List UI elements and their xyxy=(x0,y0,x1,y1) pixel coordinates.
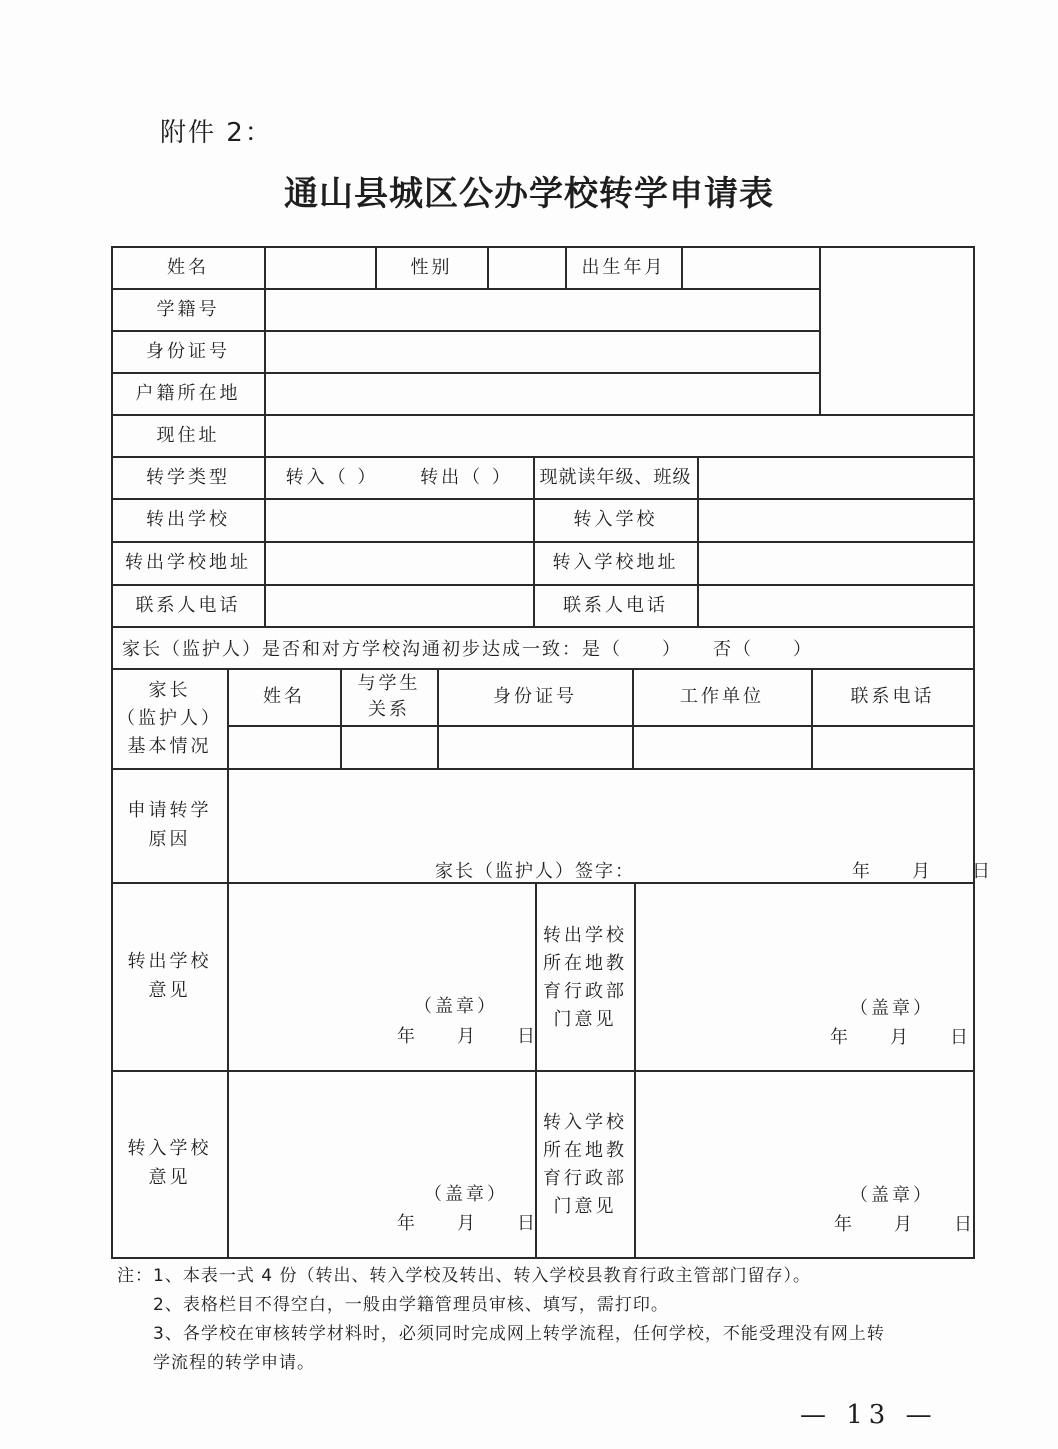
hukou-label: 户籍所在地 xyxy=(135,382,241,404)
guardian-col-name: 姓名 xyxy=(263,686,305,707)
page-number: — 13 — xyxy=(800,1400,938,1430)
address-label: 现住址 xyxy=(156,424,220,446)
contact-phone-input-2[interactable] xyxy=(698,585,973,626)
in-edu-seal: （盖章） xyxy=(850,1185,934,1206)
guardian-signature: 家长（监护人）签字： xyxy=(435,861,635,882)
note-line: 2、表格栏目不得空白，一般由学籍管理员审核、填写，需打印。 xyxy=(117,1295,669,1315)
contact-phone-label-1: 联系人电话 xyxy=(135,594,241,616)
note-line: 3、各学校在审核转学材料时，必须同时完成网上转学流程，任何学校，不能受理没有网上转 xyxy=(117,1324,885,1344)
in-school-addr-input[interactable] xyxy=(698,542,973,584)
guardian-col-phone: 联系电话 xyxy=(850,686,935,707)
address-input[interactable] xyxy=(265,415,973,456)
note-line: 学流程的转学申请。 xyxy=(117,1353,315,1373)
in-opinion-label: 转入学校 意见 xyxy=(127,1138,212,1188)
birth-input[interactable] xyxy=(682,247,819,288)
reason-date: 年 月 日 xyxy=(852,861,992,882)
reason-input[interactable] xyxy=(228,769,973,855)
transfer-in-checkbox[interactable]: 转入（ ） xyxy=(285,466,379,488)
out-school-input[interactable] xyxy=(265,499,533,541)
guardian-col-work: 工作单位 xyxy=(680,686,764,707)
guardian-id-input[interactable] xyxy=(438,726,632,768)
in-opinion-seal: （盖章） xyxy=(424,1184,508,1205)
in-school-addr-label: 转入学校地址 xyxy=(552,552,679,573)
out-opinion-date: 年 月 日 xyxy=(397,1026,537,1047)
in-opinion-date: 年 月 日 xyxy=(397,1213,537,1234)
id-no-input[interactable] xyxy=(265,331,819,372)
in-edu-opinion-label: 转入学校 所在地教 育行政部 门意见 xyxy=(543,1112,627,1217)
transfer-type-label: 转学类型 xyxy=(146,466,230,488)
current-grade-input[interactable] xyxy=(698,457,973,498)
note-line: 注：1、本表一式 4 份（转出、转入学校及转出、转入学校县教育行政主管部门留存）。 xyxy=(117,1266,811,1286)
guardian-relation-input[interactable] xyxy=(341,726,437,768)
student-no-input[interactable] xyxy=(265,289,819,330)
student-no-label: 学籍号 xyxy=(156,298,220,320)
guardian-name-input[interactable] xyxy=(228,726,340,768)
out-edu-opinion-label: 转出学校 所在地教 育行政部 门意见 xyxy=(543,925,627,1030)
name-input[interactable] xyxy=(265,247,375,288)
guardian-col-id: 身份证号 xyxy=(493,686,577,707)
out-edu-date: 年 月 日 xyxy=(830,1027,970,1048)
hukou-input[interactable] xyxy=(265,373,819,414)
out-edu-seal: （盖章） xyxy=(850,998,934,1019)
gender-label: 性别 xyxy=(410,256,453,278)
notes xyxy=(117,1262,885,1378)
contact-phone-label-2: 联系人电话 xyxy=(563,594,668,616)
birth-label: 出生年月 xyxy=(581,256,666,278)
out-opinion-seal: （盖章） xyxy=(414,996,498,1017)
guardian-phone-input[interactable] xyxy=(812,726,973,768)
in-school-label: 转入学校 xyxy=(573,509,658,530)
out-school-label: 转出学校 xyxy=(146,509,230,530)
guardian-label: 家长 （监护人） 基本情况 xyxy=(117,679,222,757)
consensus-question[interactable]: 家长（监护人）是否和对方学校沟通初步达成一致：是（ ） 否（ ） xyxy=(122,639,813,660)
attachment-label: 附件 2： xyxy=(160,118,273,148)
form-title: 通山县城区公办学校转学申请表 xyxy=(284,174,774,214)
out-school-addr-label: 转出学校地址 xyxy=(125,552,251,573)
out-opinion-label: 转出学校 意见 xyxy=(127,951,212,1001)
transfer-out-checkbox[interactable]: 转出（ ） xyxy=(420,466,513,488)
guardian-col-relation: 与学生 关系 xyxy=(357,673,421,720)
current-grade-label: 现就读年级、班级 xyxy=(539,466,692,488)
id-no-label: 身份证号 xyxy=(146,340,230,362)
guardian-work-input[interactable] xyxy=(633,726,811,768)
photo-box[interactable] xyxy=(820,247,973,414)
name-label: 姓名 xyxy=(167,256,209,278)
reason-label: 申请转学 原因 xyxy=(127,800,212,850)
in-school-input[interactable] xyxy=(698,499,973,541)
in-edu-date: 年 月 日 xyxy=(834,1214,974,1235)
contact-phone-input-1[interactable] xyxy=(265,585,533,626)
gender-input[interactable] xyxy=(488,247,565,288)
out-school-addr-input[interactable] xyxy=(265,542,533,584)
